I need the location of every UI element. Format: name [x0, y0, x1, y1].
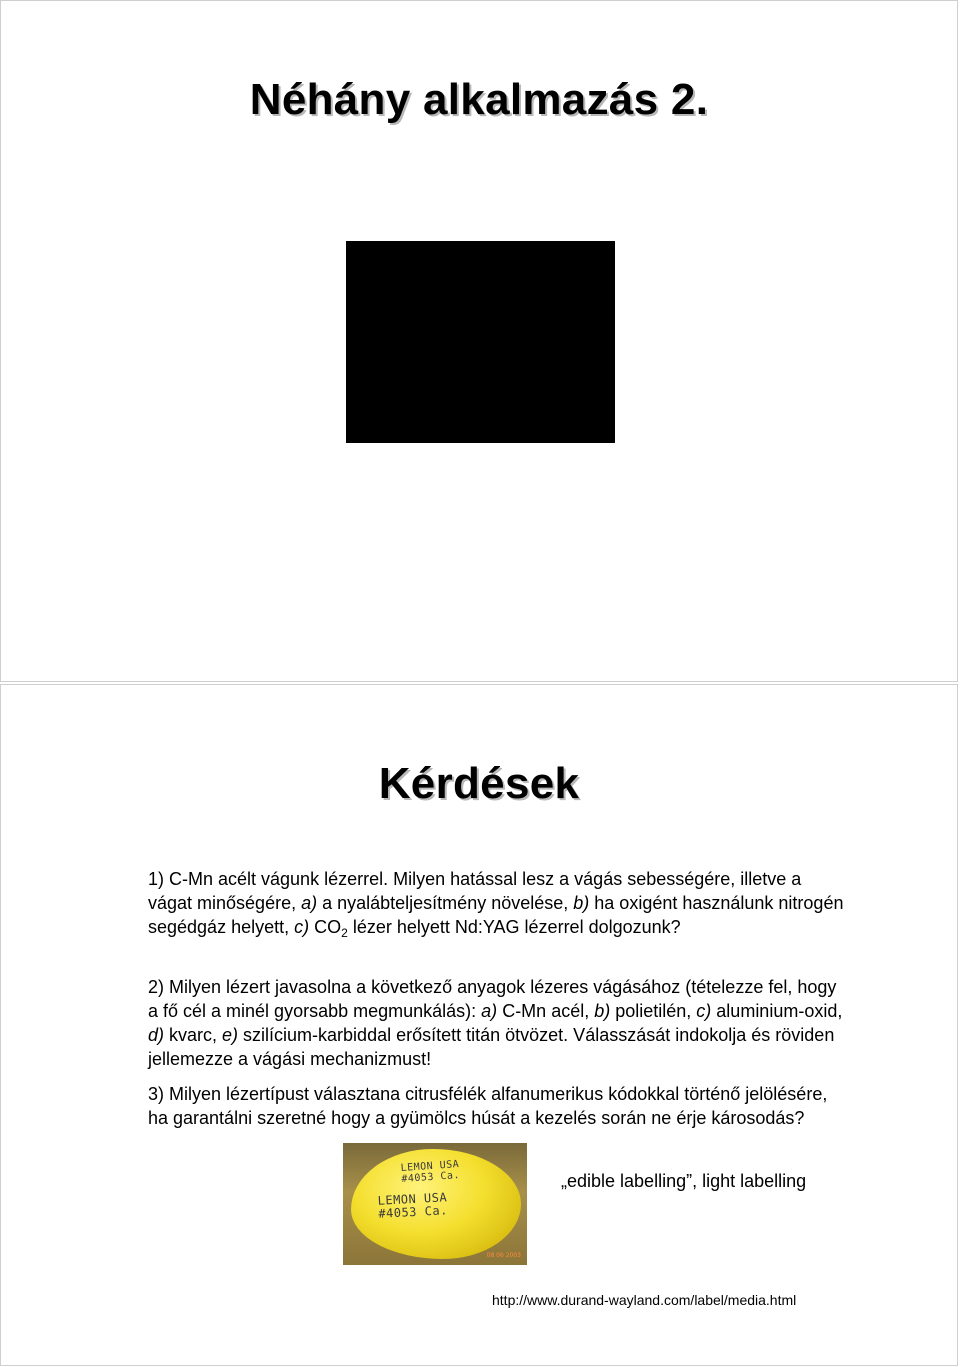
question-text: 3) Milyen lézertípust választana citrusfélék alfanumerikus kódokkal történő jelölésére, ha garantálni szeretné hogy a gyümölcs húsát a kezelés során ne érje károsodás? — [148, 1084, 828, 1128]
question-text: a nyalábteljesítmény növelése, — [317, 893, 574, 913]
question-text: CO — [309, 917, 342, 937]
option-label: e) — [222, 1025, 239, 1045]
question-text: C-Mn acél, — [497, 1001, 595, 1021]
slide-2 — [0, 684, 958, 1366]
question-1 — [148, 867, 848, 939]
subscript: 2 — [341, 926, 348, 940]
option-label: c) — [294, 917, 310, 937]
slide-1 — [0, 0, 958, 682]
source-url: http://www.durand-wayland.com/label/media.html — [492, 1292, 797, 1308]
option-label: b) — [573, 893, 590, 913]
question-text: aluminium-oxid, — [711, 1001, 843, 1021]
lemon-label-large: LEMON USA #4053 Ca. — [377, 1190, 449, 1221]
question-text: ha oxigént használunk nitrogén segédgáz helyett, — [148, 893, 844, 937]
question-text: lézer helyett Nd:YAG lézerrel dolgozunk? — [347, 917, 681, 937]
question-text: 2) Milyen lézert javasolna a következő anyagok lézeres vágásához (tételezze fel, hogy a fő cél a minél gyorsabb megmunkálás): — [148, 977, 837, 1021]
question-3 — [148, 1082, 848, 1130]
question-text: 1) C-Mn acélt vágunk lézerrel. Milyen hatással lesz a vágás sebességére, illetve a vágat minőségére, — [148, 869, 802, 913]
option-label: a) — [301, 893, 318, 913]
question-text: kvarc, — [164, 1025, 223, 1045]
lemon-label-small: LEMON USA #4053 Ca. — [400, 1158, 461, 1186]
option-label: c) — [696, 1001, 712, 1021]
slide-title: Néhány alkalmazás 2. — [249, 75, 709, 124]
question-text: szilícium-karbiddal erősített titán ötvözet. Válasszását indokolja és röviden jellemezze a vágási mechanizmust! — [148, 1025, 835, 1069]
slide-title: Kérdések — [378, 759, 580, 808]
option-label: b) — [594, 1001, 611, 1021]
option-label: d) — [148, 1025, 165, 1045]
option-label: a) — [481, 1001, 498, 1021]
question-text: polietilén, — [610, 1001, 697, 1021]
question-2 — [148, 975, 848, 1071]
photo-date: 08 06 2003 — [486, 1252, 521, 1259]
lemon-photo — [343, 1143, 527, 1265]
image-caption: „edible labelling”, light labelling — [561, 1171, 807, 1191]
image-placeholder — [346, 241, 615, 443]
